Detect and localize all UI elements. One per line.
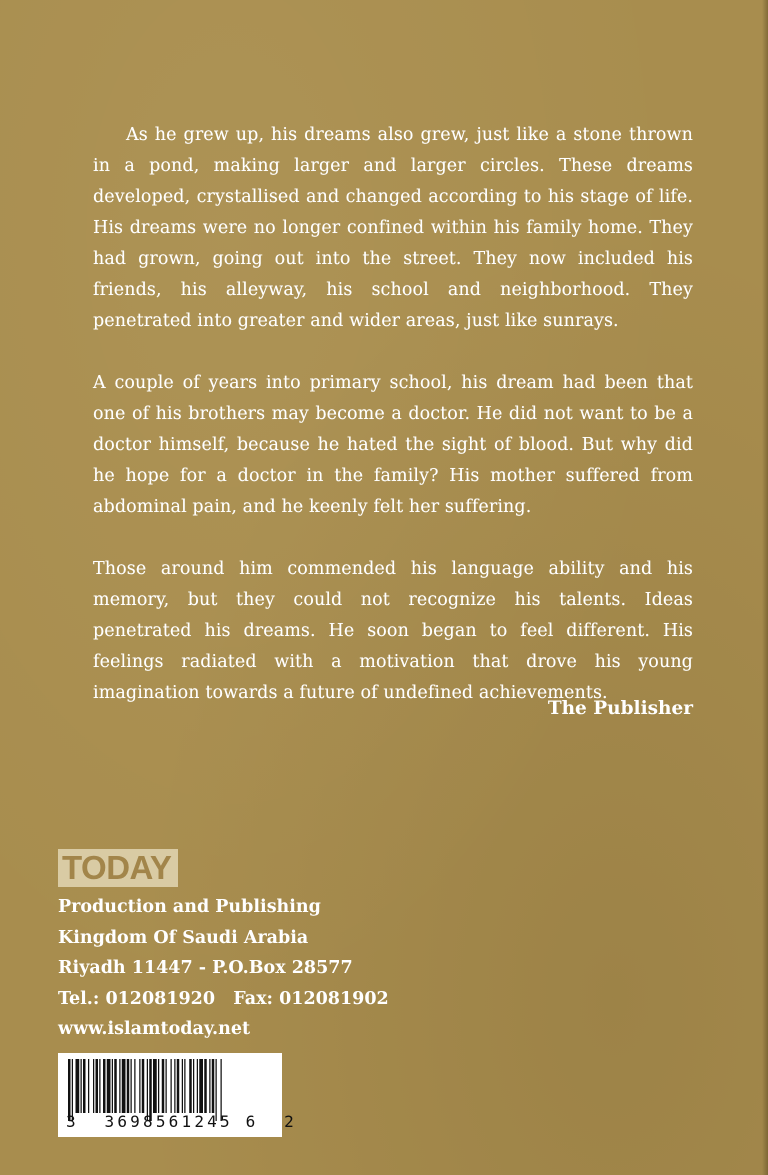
blurb-paragraph-2: A couple of years into primary school, his dream had been that one of his brothers may become a doctor. He did not want to be a doctor himself, because he hated the sight of blood. But why did he hope for a doctor in the family? His mother suffered from abdominal pain, and he keenly felt her suffering. (93, 373, 693, 517)
barcode-bar (171, 1059, 172, 1113)
publisher-line-address: Riyadh 11447 - P.O.Box 28577 (58, 958, 353, 978)
barcode-bar (119, 1059, 120, 1113)
barcode-bar (174, 1059, 175, 1113)
logo-text: TODAY (62, 849, 172, 886)
barcode-bar (199, 1059, 203, 1113)
barcode-bar (139, 1059, 140, 1113)
publisher-signature: The Publisher (547, 698, 693, 719)
barcode-bar (193, 1059, 194, 1113)
page-edge-shadow (762, 0, 768, 1175)
barcode-bar (127, 1059, 130, 1113)
barcode-bar (112, 1059, 113, 1113)
barcode-bar (103, 1059, 106, 1113)
publisher-website: www.islamtoday.net (58, 1019, 251, 1039)
barcode-bar (134, 1059, 135, 1113)
barcode-bar (189, 1059, 192, 1113)
barcode-bar (158, 1059, 159, 1113)
barcode-bar (76, 1059, 80, 1113)
barcode-bar (81, 1059, 82, 1113)
barcode-bar (131, 1059, 132, 1113)
barcode-bar (83, 1059, 86, 1113)
barcode-bar (122, 1059, 126, 1113)
barcode-bar (204, 1059, 207, 1113)
publisher-line-country: Kingdom Of Saudi Arabia (58, 927, 309, 948)
barcode-bar (182, 1059, 183, 1113)
barcode-bar (162, 1059, 165, 1113)
barcode-bar (197, 1059, 198, 1113)
barcode-digits: 3 3698561245 6 2 (66, 1112, 297, 1131)
blurb-paragraph-3: Those around him commended his language ability and his memory, but they could not recognize his talents. Ideas penetrated his dreams. He soon began to feel different. His feelings radiated with a motivation that drove his young imagination towards a future of undefined achievements. (93, 559, 693, 703)
barcode-bar (166, 1059, 167, 1113)
barcode-bar (88, 1059, 89, 1113)
barcode-bar (96, 1059, 99, 1113)
publisher-line-phone: Tel.: 012081920 Fax: 012081902 (58, 988, 389, 1009)
barcode-bar (212, 1059, 215, 1113)
barcode-bar (209, 1059, 210, 1113)
blurb-text (93, 120, 693, 709)
barcode-bar (184, 1059, 185, 1113)
isbn-barcode (58, 1053, 297, 1137)
blurb-paragraph-1: As he grew up, his dreams also grew, just like a stone thrown in a pond, making larger and larger circles. These dreams developed, crystallised and changed according to his stage of life. His dreams were no longer confined within his family home. They had grown, going out into the street. They now included his friends, his alleyway, his school and neighborhood. They penetrated into greater and wider areas, just like sunrays. (93, 125, 693, 331)
barcode-bar (153, 1059, 157, 1113)
publisher-line-production: Production and Publishing (58, 897, 321, 917)
barcode-bar (99, 1059, 100, 1113)
barcode-bar (107, 1059, 111, 1113)
barcode-bar (114, 1059, 117, 1113)
barcode-bar (177, 1059, 180, 1113)
publisher-info (58, 892, 389, 1045)
today-logo (58, 849, 178, 887)
barcode-bar (93, 1059, 94, 1113)
barcode-bar (142, 1059, 145, 1113)
